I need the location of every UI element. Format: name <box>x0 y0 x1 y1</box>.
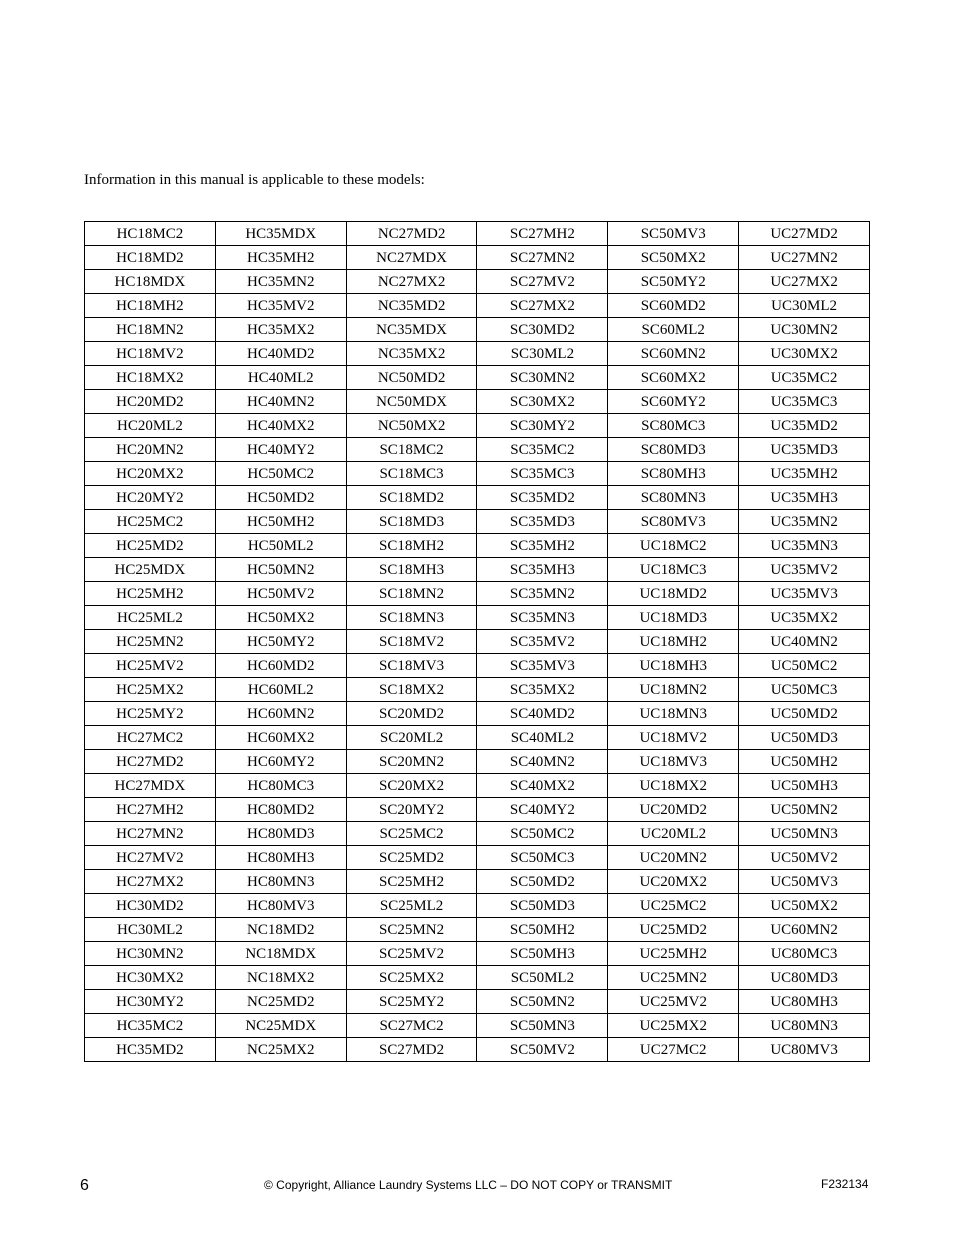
model-cell: HC30MN2 <box>85 942 216 966</box>
page-number: 6 <box>80 1177 89 1194</box>
table-row <box>85 342 870 366</box>
model-cell: UC20MD2 <box>608 798 739 822</box>
model-cell: HC80MD2 <box>215 798 346 822</box>
model-cell: HC50MH2 <box>215 510 346 534</box>
model-cell: UC18MN2 <box>608 678 739 702</box>
model-cell: HC50MY2 <box>215 630 346 654</box>
model-cell: SC50MD2 <box>477 870 608 894</box>
model-cell: HC30MD2 <box>85 894 216 918</box>
model-cell: HC30MX2 <box>85 966 216 990</box>
model-cell: HC50MV2 <box>215 582 346 606</box>
model-cell: SC50MH2 <box>477 918 608 942</box>
model-cell: SC27MV2 <box>477 270 608 294</box>
model-cell: UC50MN3 <box>739 822 870 846</box>
model-cell: HC18MN2 <box>85 318 216 342</box>
model-cell: SC30MX2 <box>477 390 608 414</box>
table-row <box>85 438 870 462</box>
model-cell: HC18MV2 <box>85 342 216 366</box>
model-cell: UC27MD2 <box>739 222 870 246</box>
model-cell: UC20ML2 <box>608 822 739 846</box>
model-cell: HC20MN2 <box>85 438 216 462</box>
table-row <box>85 486 870 510</box>
model-cell: SC35MN3 <box>477 606 608 630</box>
models-table-body <box>85 222 870 1062</box>
model-cell: HC80MH3 <box>215 846 346 870</box>
model-cell: HC50MD2 <box>215 486 346 510</box>
model-cell: SC18MN2 <box>346 582 477 606</box>
model-cell: UC80MH3 <box>739 990 870 1014</box>
table-row <box>85 654 870 678</box>
model-cell: SC35MC2 <box>477 438 608 462</box>
model-cell: UC50MD2 <box>739 702 870 726</box>
model-cell: UC18MD3 <box>608 606 739 630</box>
model-cell: HC50MX2 <box>215 606 346 630</box>
model-cell: UC50MH2 <box>739 750 870 774</box>
model-cell: UC50MC2 <box>739 654 870 678</box>
model-cell: SC18MC2 <box>346 438 477 462</box>
model-cell: HC25MDX <box>85 558 216 582</box>
model-cell: HC50MC2 <box>215 462 346 486</box>
model-cell: SC20MN2 <box>346 750 477 774</box>
model-cell: HC35MX2 <box>215 318 346 342</box>
model-cell: SC27MH2 <box>477 222 608 246</box>
model-cell: SC50MY2 <box>608 270 739 294</box>
model-cell: UC50MH3 <box>739 774 870 798</box>
model-cell: UC35MC3 <box>739 390 870 414</box>
model-cell: HC20MD2 <box>85 390 216 414</box>
model-cell: HC50ML2 <box>215 534 346 558</box>
table-row <box>85 702 870 726</box>
table-row <box>85 678 870 702</box>
model-cell: HC18MDX <box>85 270 216 294</box>
model-cell: HC35MV2 <box>215 294 346 318</box>
table-row <box>85 366 870 390</box>
model-cell: NC35MD2 <box>346 294 477 318</box>
model-cell: UC80MV3 <box>739 1038 870 1062</box>
model-cell: UC80MN3 <box>739 1014 870 1038</box>
model-cell: UC27MN2 <box>739 246 870 270</box>
model-cell: SC40ML2 <box>477 726 608 750</box>
table-row <box>85 750 870 774</box>
model-cell: NC25MD2 <box>215 990 346 1014</box>
model-cell: UC80MC3 <box>739 942 870 966</box>
model-cell: SC25MV2 <box>346 942 477 966</box>
model-cell: SC18MV2 <box>346 630 477 654</box>
model-cell: NC18MD2 <box>215 918 346 942</box>
model-cell: SC35MD2 <box>477 486 608 510</box>
table-row <box>85 414 870 438</box>
model-cell: HC60ML2 <box>215 678 346 702</box>
model-cell: SC30MN2 <box>477 366 608 390</box>
model-cell: UC18MV3 <box>608 750 739 774</box>
model-cell: UC40MN2 <box>739 630 870 654</box>
model-cell: NC27MDX <box>346 246 477 270</box>
model-cell: SC80MC3 <box>608 414 739 438</box>
model-cell: SC25MX2 <box>346 966 477 990</box>
model-cell: SC30MD2 <box>477 318 608 342</box>
model-cell: SC35MH2 <box>477 534 608 558</box>
model-cell: SC25MY2 <box>346 990 477 1014</box>
model-cell: NC35MX2 <box>346 342 477 366</box>
model-cell: SC50MV2 <box>477 1038 608 1062</box>
model-cell: SC20MD2 <box>346 702 477 726</box>
model-cell: HC35MDX <box>215 222 346 246</box>
table-row <box>85 510 870 534</box>
model-cell: SC50MC2 <box>477 822 608 846</box>
model-cell: SC25ML2 <box>346 894 477 918</box>
model-cell: SC27MC2 <box>346 1014 477 1038</box>
model-cell: HC60MY2 <box>215 750 346 774</box>
table-row <box>85 582 870 606</box>
model-cell: HC20MY2 <box>85 486 216 510</box>
model-cell: UC35MV3 <box>739 582 870 606</box>
model-cell: UC25MX2 <box>608 1014 739 1038</box>
model-cell: UC35MC2 <box>739 366 870 390</box>
model-cell: UC25MV2 <box>608 990 739 1014</box>
model-cell: UC35MD2 <box>739 414 870 438</box>
model-cell: SC60ML2 <box>608 318 739 342</box>
model-cell: UC20MX2 <box>608 870 739 894</box>
intro-text: Information in this manual is applicable to these models: <box>84 172 425 188</box>
model-cell: HC60MD2 <box>215 654 346 678</box>
model-cell: UC50MV2 <box>739 846 870 870</box>
model-cell: HC27MN2 <box>85 822 216 846</box>
model-cell: UC25MH2 <box>608 942 739 966</box>
model-cell: SC80MD3 <box>608 438 739 462</box>
table-row <box>85 798 870 822</box>
model-cell: HC25MC2 <box>85 510 216 534</box>
model-cell: NC18MDX <box>215 942 346 966</box>
model-cell: SC25MD2 <box>346 846 477 870</box>
model-cell: NC25MDX <box>215 1014 346 1038</box>
table-row <box>85 990 870 1014</box>
model-cell: SC40MX2 <box>477 774 608 798</box>
model-cell: NC50MDX <box>346 390 477 414</box>
table-row <box>85 534 870 558</box>
model-cell: HC35MC2 <box>85 1014 216 1038</box>
model-cell: HC25ML2 <box>85 606 216 630</box>
model-cell: UC18MH3 <box>608 654 739 678</box>
table-row <box>85 270 870 294</box>
model-cell: HC27MX2 <box>85 870 216 894</box>
model-cell: HC18MH2 <box>85 294 216 318</box>
model-cell: UC35MV2 <box>739 558 870 582</box>
model-cell: HC40MX2 <box>215 414 346 438</box>
model-cell: UC80MD3 <box>739 966 870 990</box>
model-cell: UC25MN2 <box>608 966 739 990</box>
model-cell: UC50MC3 <box>739 678 870 702</box>
model-cell: HC40MD2 <box>215 342 346 366</box>
model-cell: UC18MN3 <box>608 702 739 726</box>
table-row <box>85 774 870 798</box>
model-cell: SC50MV3 <box>608 222 739 246</box>
model-cell: HC18MX2 <box>85 366 216 390</box>
model-cell: HC60MN2 <box>215 702 346 726</box>
model-cell: UC18MD2 <box>608 582 739 606</box>
model-cell: SC20MY2 <box>346 798 477 822</box>
model-cell: UC18MX2 <box>608 774 739 798</box>
model-cell: SC18MH2 <box>346 534 477 558</box>
model-cell: HC80MN3 <box>215 870 346 894</box>
model-cell: HC25MX2 <box>85 678 216 702</box>
model-cell: SC18MD3 <box>346 510 477 534</box>
model-cell: UC35MX2 <box>739 606 870 630</box>
table-row <box>85 870 870 894</box>
model-cell: UC50MD3 <box>739 726 870 750</box>
model-cell: SC27MD2 <box>346 1038 477 1062</box>
model-cell: HC25MH2 <box>85 582 216 606</box>
model-cell: SC35MD3 <box>477 510 608 534</box>
model-cell: HC40MN2 <box>215 390 346 414</box>
model-cell: UC18MC3 <box>608 558 739 582</box>
model-cell: HC80MV3 <box>215 894 346 918</box>
model-cell: HC18MC2 <box>85 222 216 246</box>
model-cell: SC50MN2 <box>477 990 608 1014</box>
model-cell: SC50MX2 <box>608 246 739 270</box>
table-row <box>85 246 870 270</box>
model-cell: NC35MDX <box>346 318 477 342</box>
model-cell: HC30ML2 <box>85 918 216 942</box>
model-cell: SC35MX2 <box>477 678 608 702</box>
model-cell: SC40MN2 <box>477 750 608 774</box>
model-cell: HC25MY2 <box>85 702 216 726</box>
model-cell: HC40MY2 <box>215 438 346 462</box>
model-cell: SC60MD2 <box>608 294 739 318</box>
model-cell: UC60MN2 <box>739 918 870 942</box>
table-row <box>85 726 870 750</box>
table-row <box>85 966 870 990</box>
model-cell: HC27MDX <box>85 774 216 798</box>
model-cell: SC80MH3 <box>608 462 739 486</box>
model-cell: UC25MD2 <box>608 918 739 942</box>
model-cell: SC35MN2 <box>477 582 608 606</box>
model-cell: NC27MD2 <box>346 222 477 246</box>
model-cell: SC18MD2 <box>346 486 477 510</box>
model-cell: UC30MX2 <box>739 342 870 366</box>
model-cell: HC40ML2 <box>215 366 346 390</box>
model-cell: SC60MY2 <box>608 390 739 414</box>
model-cell: HC50MN2 <box>215 558 346 582</box>
model-cell: UC20MN2 <box>608 846 739 870</box>
model-cell: UC50MV3 <box>739 870 870 894</box>
model-cell: SC50ML2 <box>477 966 608 990</box>
table-row <box>85 1014 870 1038</box>
table-row <box>85 222 870 246</box>
table-row <box>85 846 870 870</box>
copyright-notice: © Copyright, Alliance Laundry Systems LLC – DO NOT COPY or TRANSMIT <box>264 1178 673 1192</box>
model-cell: SC35MH3 <box>477 558 608 582</box>
model-cell: NC25MX2 <box>215 1038 346 1062</box>
model-cell: SC40MD2 <box>477 702 608 726</box>
table-row <box>85 630 870 654</box>
model-cell: HC80MC3 <box>215 774 346 798</box>
table-row <box>85 318 870 342</box>
model-cell: SC18MH3 <box>346 558 477 582</box>
model-cell: SC18MV3 <box>346 654 477 678</box>
model-cell: HC27MC2 <box>85 726 216 750</box>
model-cell: SC50MN3 <box>477 1014 608 1038</box>
model-cell: UC18MH2 <box>608 630 739 654</box>
model-cell: HC60MX2 <box>215 726 346 750</box>
model-cell: SC40MY2 <box>477 798 608 822</box>
model-cell: SC50MH3 <box>477 942 608 966</box>
model-cell: HC20MX2 <box>85 462 216 486</box>
model-cell: SC25MH2 <box>346 870 477 894</box>
model-cell: SC80MV3 <box>608 510 739 534</box>
model-cell: SC18MC3 <box>346 462 477 486</box>
model-cell: HC35MN2 <box>215 270 346 294</box>
document-number: F232134 <box>821 1177 869 1191</box>
model-cell: UC35MH2 <box>739 462 870 486</box>
model-cell: SC30MY2 <box>477 414 608 438</box>
model-cell: SC27MX2 <box>477 294 608 318</box>
table-row <box>85 462 870 486</box>
table-row <box>85 918 870 942</box>
model-cell: HC20ML2 <box>85 414 216 438</box>
table-row <box>85 558 870 582</box>
model-cell: UC35MH3 <box>739 486 870 510</box>
model-cell: NC18MX2 <box>215 966 346 990</box>
model-cell: SC25MC2 <box>346 822 477 846</box>
model-cell: HC27MV2 <box>85 846 216 870</box>
model-cell: NC50MD2 <box>346 366 477 390</box>
model-cell: UC27MC2 <box>608 1038 739 1062</box>
model-cell: UC35MN3 <box>739 534 870 558</box>
model-cell: SC35MV2 <box>477 630 608 654</box>
model-cell: SC27MN2 <box>477 246 608 270</box>
model-cell: NC27MX2 <box>346 270 477 294</box>
model-cell: UC25MC2 <box>608 894 739 918</box>
model-cell: UC30ML2 <box>739 294 870 318</box>
model-cell: SC50MD3 <box>477 894 608 918</box>
model-cell: UC18MV2 <box>608 726 739 750</box>
table-row <box>85 942 870 966</box>
model-cell: SC25MN2 <box>346 918 477 942</box>
model-cell: SC20ML2 <box>346 726 477 750</box>
model-cell: UC35MN2 <box>739 510 870 534</box>
table-row <box>85 894 870 918</box>
model-cell: HC27MH2 <box>85 798 216 822</box>
model-cell: SC30ML2 <box>477 342 608 366</box>
model-cell: UC50MN2 <box>739 798 870 822</box>
table-row <box>85 390 870 414</box>
table-row <box>85 1038 870 1062</box>
model-cell: HC35MH2 <box>215 246 346 270</box>
table-row <box>85 822 870 846</box>
model-cell: HC25MN2 <box>85 630 216 654</box>
model-cell: HC35MD2 <box>85 1038 216 1062</box>
model-cell: HC25MD2 <box>85 534 216 558</box>
model-cell: SC18MX2 <box>346 678 477 702</box>
model-cell: HC80MD3 <box>215 822 346 846</box>
model-cell: HC18MD2 <box>85 246 216 270</box>
model-cell: SC35MC3 <box>477 462 608 486</box>
table-row <box>85 294 870 318</box>
model-cell: UC30MN2 <box>739 318 870 342</box>
model-cell: SC18MN3 <box>346 606 477 630</box>
model-cell: SC20MX2 <box>346 774 477 798</box>
model-cell: SC60MN2 <box>608 342 739 366</box>
model-cell: HC25MV2 <box>85 654 216 678</box>
model-cell: SC80MN3 <box>608 486 739 510</box>
model-cell: SC60MX2 <box>608 366 739 390</box>
models-table <box>84 221 870 1062</box>
model-cell: UC27MX2 <box>739 270 870 294</box>
model-cell: HC30MY2 <box>85 990 216 1014</box>
model-cell: UC35MD3 <box>739 438 870 462</box>
model-cell: NC50MX2 <box>346 414 477 438</box>
model-cell: HC27MD2 <box>85 750 216 774</box>
model-cell: SC50MC3 <box>477 846 608 870</box>
model-cell: UC18MC2 <box>608 534 739 558</box>
table-row <box>85 606 870 630</box>
model-cell: SC35MV3 <box>477 654 608 678</box>
model-cell: UC50MX2 <box>739 894 870 918</box>
